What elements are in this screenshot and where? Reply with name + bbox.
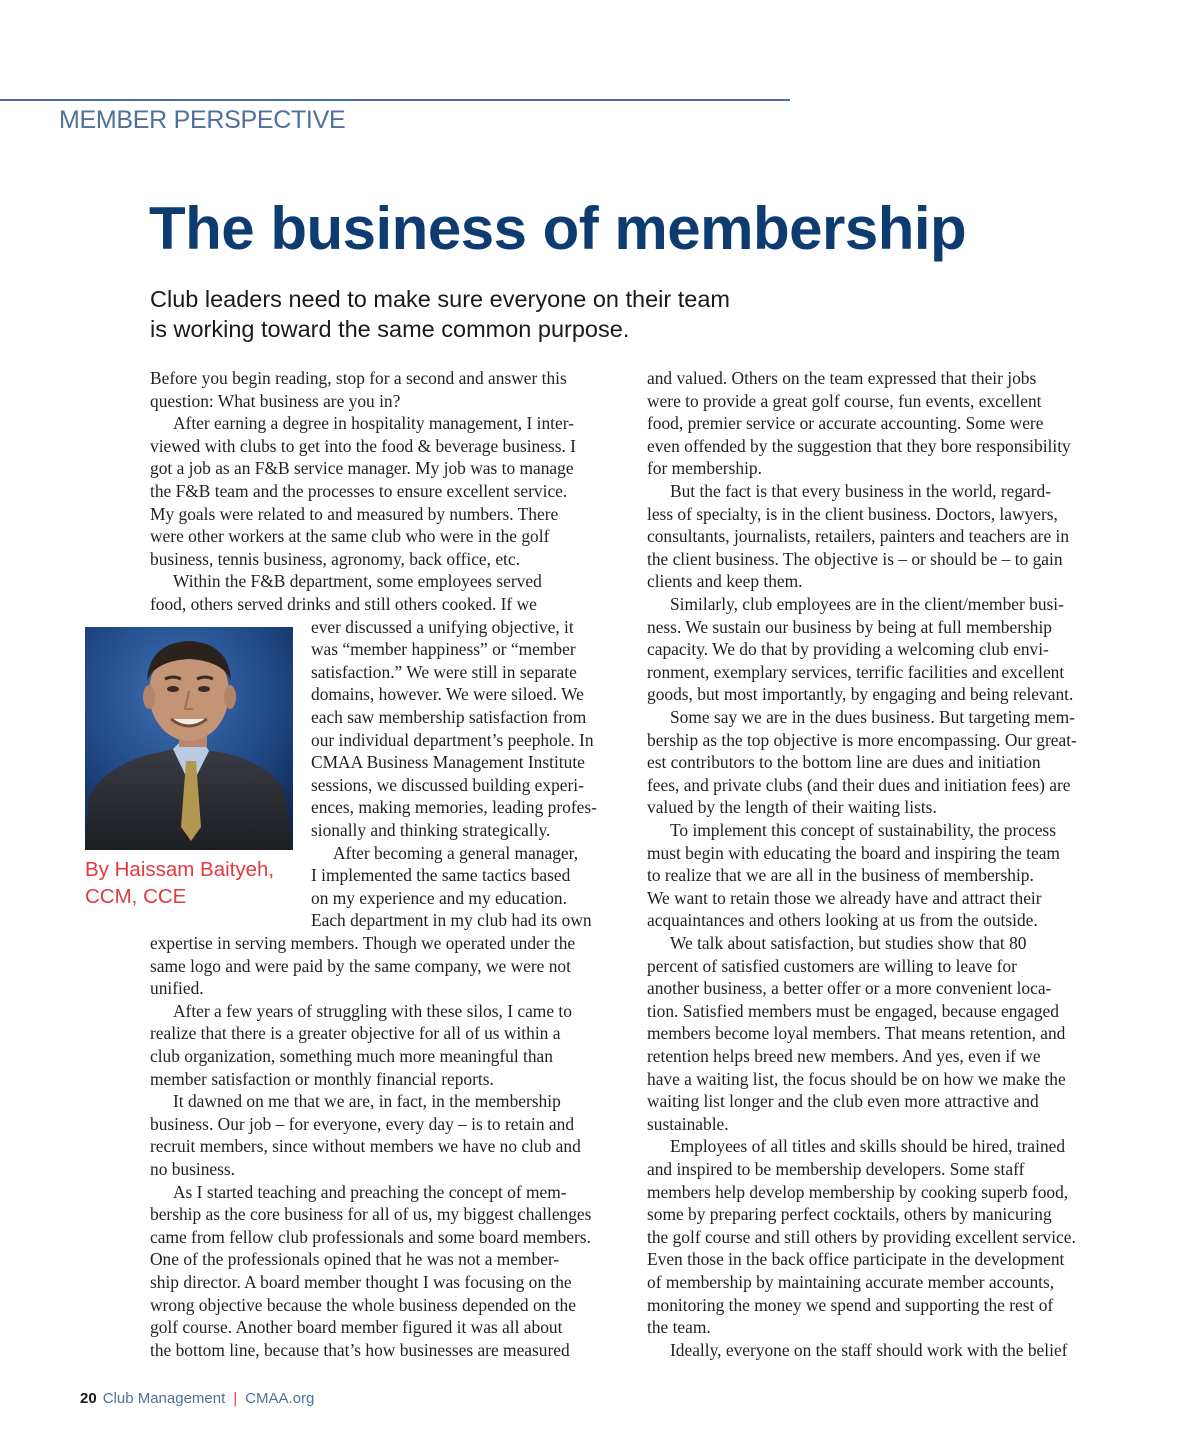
body-text-line: est contributors to the bottom line are dues and initiation xyxy=(647,752,1041,773)
body-text-line: acquaintances and others looking at us from the outside. xyxy=(647,910,1038,931)
page-number: 20 xyxy=(80,1390,97,1407)
body-text-line: satisfaction.” We were still in separate xyxy=(311,661,577,682)
body-text-line: got a job as an F&B service manager. My job was to manage xyxy=(150,458,574,479)
body-text-line: question: What business are you in? xyxy=(150,390,401,411)
body-text-line: sessions, we discussed building experi- xyxy=(311,774,584,795)
body-text-line: ever discussed a unifying objective, it xyxy=(311,616,574,637)
body-text-line: waiting list longer and the club even more attractive and xyxy=(647,1091,1039,1112)
body-text-line: After earning a degree in hospitality management, I inter- xyxy=(173,413,574,434)
body-text-line: wrong objective because the whole business depended on the xyxy=(150,1294,576,1315)
author-portrait-icon xyxy=(85,627,293,850)
body-text-line: have a waiting list, the focus should be on how we make the xyxy=(647,1068,1066,1089)
body-text-line: Similarly, club employees are in the client/member busi- xyxy=(670,594,1064,614)
body-text-line: Even those in the back office participate in the development xyxy=(647,1249,1065,1270)
website-link[interactable]: CMAA.org xyxy=(245,1390,315,1407)
body-text-line: CMAA Business Management Institute xyxy=(311,752,585,773)
body-text-line: same logo and were paid by the same company, we were not xyxy=(150,955,571,976)
body-text-line: ences, making memories, leading profes- xyxy=(311,797,597,818)
body-text-line: consultants, journalists, retailers, painters and teachers are in xyxy=(647,526,1070,547)
body-text-line: food, premier service or accurate accounting. Some were xyxy=(647,413,1044,434)
body-text-line: valued by the length of their waiting lists. xyxy=(647,797,937,818)
body-text-line: recruit members, since without members we have no club and xyxy=(150,1136,581,1157)
body-text-line: expertise in serving members. Though we operated under the xyxy=(150,933,576,953)
body-text-line: business. Our job – for everyone, every day – is to retain and xyxy=(150,1113,575,1134)
footer-separator: | xyxy=(233,1390,238,1407)
body-text-line: I implemented the same tactics based xyxy=(311,865,571,886)
body-text-line: club organization, something much more meaningful than xyxy=(150,1046,553,1066)
body-text-line: the F&B team and the processes to ensure excellent service. xyxy=(150,481,568,501)
body-text-line: some by preparing perfect cocktails, others by manicuring xyxy=(647,1204,1052,1225)
body-text-line: As I started teaching and preaching the concept of mem- xyxy=(173,1181,567,1202)
body-text-line: Within the F&B department, some employees served xyxy=(173,571,542,592)
deck-line: is working toward the same common purpose. xyxy=(150,316,630,342)
body-text-line: for membership. xyxy=(647,458,762,479)
author-byline xyxy=(85,856,274,910)
body-text-line: goods, but most importantly, by engaging and being relevant. xyxy=(647,684,1074,705)
body-text-line: Before you begin reading, stop for a second and answer this xyxy=(150,368,567,388)
body-text-line: ness. We sustain our business by being at full membership xyxy=(647,616,1052,637)
body-text-line: It dawned on me that we are, in fact, in the membership xyxy=(173,1091,561,1112)
body-text-line: members help develop membership by cooking superb food, xyxy=(647,1181,1069,1202)
body-text-line: business, tennis business, agronomy, back office, etc. xyxy=(150,548,520,569)
body-text-line: We talk about satisfaction, but studies show that 80 xyxy=(670,933,1027,953)
author-photo xyxy=(85,627,293,850)
body-text-line: realize that there is a greater objective for all of us within a xyxy=(150,1023,561,1044)
body-text-line: the team. xyxy=(647,1317,711,1338)
deck-line: Club leaders need to make sure everyone on their team xyxy=(150,286,730,312)
section-rule xyxy=(0,99,790,101)
article-deck xyxy=(150,284,730,344)
body-text-line: My goals were related to and measured by numbers. There xyxy=(150,503,559,524)
body-text-line: retention helps breed new members. And yes, even if we xyxy=(647,1046,1041,1066)
byline-line: CCM, CCE xyxy=(85,885,187,908)
body-text-line: One of the professionals opined that he was not a member- xyxy=(150,1249,560,1270)
body-text-line: domains, however. We were siloed. We xyxy=(311,684,584,705)
byline-line: By Haissam Baityeh, xyxy=(85,858,275,881)
body-text-line: were other workers at the same club who were in the golf xyxy=(150,526,550,547)
body-text-line: on my experience and my education. xyxy=(311,887,567,908)
body-text-line: the golf course and still others by providing excellent service. xyxy=(647,1226,1076,1247)
body-text-line: percent of satisfied customers are willing to leave for xyxy=(647,955,1017,976)
publication-name: Club Management xyxy=(102,1390,226,1407)
body-text-line: were to provide a great golf course, fun events, excellent xyxy=(647,390,1042,411)
body-text-line: Employees of all titles and skills should be hired, trained xyxy=(670,1136,1066,1157)
body-text-line: After a few years of struggling with these silos, I came to xyxy=(173,1000,572,1021)
body-text-line: unified. xyxy=(150,978,204,999)
body-text-line: the bottom line, because that’s how businesses are measured xyxy=(150,1339,570,1360)
body-text-line: ronment, exemplary services, terrific facilities and excellent xyxy=(647,661,1065,682)
body-text-line: food, others served drinks and still others cooked. If we xyxy=(150,594,537,614)
body-text-line: bership as the core business for all of us, my biggest challenges xyxy=(150,1204,592,1225)
body-text-line: tion. Satisfied members must be engaged, because engaged xyxy=(647,1000,1059,1021)
body-text-line: even offended by the suggestion that they bore responsibility xyxy=(647,435,1071,456)
body-text-line: viewed with clubs to get into the food & beverage business. I xyxy=(150,435,576,456)
body-text-line: bership as the top objective is more encompassing. Our great- xyxy=(647,729,1077,750)
body-text-line: Ideally, everyone on the staff should work with the belief xyxy=(670,1339,1068,1360)
body-text-line: and valued. Others on the team expressed that their jobs xyxy=(647,368,1037,388)
page-footer xyxy=(80,1389,314,1409)
body-text-line: our individual department’s peephole. In xyxy=(311,729,594,750)
body-text-line: After becoming a general manager, xyxy=(333,842,579,863)
body-text-line: To implement this concept of sustainability, the process xyxy=(670,820,1056,840)
body-text-line: members become loyal members. That means retention, and xyxy=(647,1023,1066,1044)
body-text-line: must begin with educating the board and inspiring the team xyxy=(647,842,1060,863)
body-text-line: the client business. The objective is – or should be – to gain xyxy=(647,548,1063,569)
body-text-line: another business, a better offer or a more convenient loca- xyxy=(647,978,1052,999)
body-text-line: clients and keep them. xyxy=(647,571,803,592)
body-text-line: sionally and thinking strategically. xyxy=(311,820,551,840)
body-text-line: Each department in my club had its own xyxy=(311,910,592,931)
body-text-line: capacity. We do that by providing a welcoming club envi- xyxy=(647,639,1049,660)
body-text-line: to realize that we are all in the business of membership. xyxy=(647,865,1034,886)
body-text-line: was “member happiness” or “member xyxy=(311,639,576,660)
body-text-line: ship director. A board member thought I was focusing on the xyxy=(150,1272,572,1292)
body-text-line: and inspired to be membership developers. Some staff xyxy=(647,1159,1025,1179)
body-text-line: member satisfaction or monthly financial reports. xyxy=(150,1068,494,1089)
body-text-line: fees, and private clubs (and their dues and initiation fees) are xyxy=(647,774,1071,795)
body-text-line: But the fact is that every business in the world, regard- xyxy=(670,481,1052,501)
body-text-line: no business. xyxy=(150,1159,236,1179)
body-text-line: came from fellow club professionals and some board members. xyxy=(150,1226,591,1247)
body-text-line: sustainable. xyxy=(647,1113,729,1134)
body-text-line: Some say we are in the dues business. But targeting mem- xyxy=(670,707,1075,727)
body-text-line: each saw membership satisfaction from xyxy=(311,707,587,727)
body-text-line: of membership by maintaining accurate member accounts, xyxy=(647,1272,1055,1292)
body-text-line: golf course. Another board member figured it was all about xyxy=(150,1317,563,1338)
section-label: MEMBER PERSPECTIVE xyxy=(59,106,346,134)
body-text-line: less of specialty, is in the client business. Doctors, lawyers, xyxy=(647,503,1058,524)
body-text-line: monitoring the money we spend and supporting the rest of xyxy=(647,1294,1054,1315)
body-text-line: We want to retain those we already have and attract their xyxy=(647,887,1042,908)
article-headline: The business of membership xyxy=(149,195,967,262)
